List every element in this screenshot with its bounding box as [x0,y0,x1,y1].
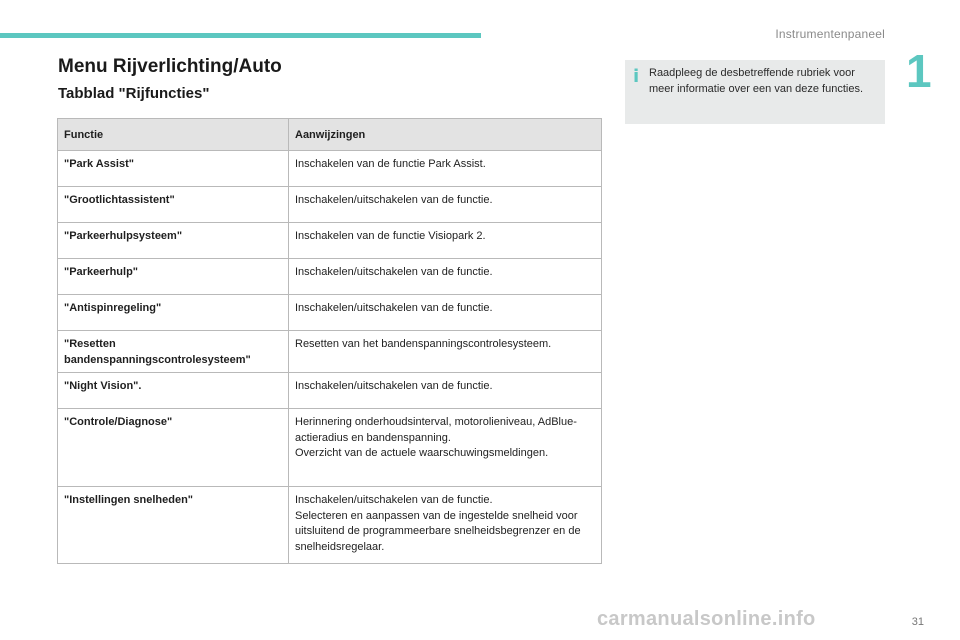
cell-functie: "Antispinregeling" [58,295,289,331]
cell-functie: "Night Vision". [58,373,289,409]
instruction-line: Inschakelen/uitschakelen van de functie. [295,494,493,506]
cell-aanwijzingen [289,151,602,187]
watermark[interactable]: carmanualsonline.info [597,608,816,630]
page-number: 31 [911,616,924,628]
table-row [58,331,602,373]
table-header-row [58,119,602,151]
functions-table [57,118,602,564]
info-text: Raadpleeg de desbetreffende rubriek voor meer informatie over een van deze functies. [649,67,864,95]
instruction-line: Inschakelen/uitschakelen van de functie. [295,266,493,278]
cell-aanwijzingen [289,223,602,259]
info-box [625,60,885,124]
instruction-line: Resetten van het bandenspanningscontrolesysteem. [295,338,552,350]
table-row [58,487,602,564]
cell-functie: "Parkeerhulpsysteem" [58,223,289,259]
instruction-line: Herinnering onderhoudsinterval, motorolieniveau, AdBlue-actieradius en bandenspanning. [295,416,577,444]
cell-functie: "Parkeerhulp" [58,259,289,295]
table-row [58,187,602,223]
table-row [58,151,602,187]
cell-aanwijzingen [289,295,602,331]
table-row [58,223,602,259]
cell-aanwijzingen [289,373,602,409]
header-functie: Functie [58,119,289,151]
instruction-line: Inschakelen/uitschakelen van de functie. [295,194,493,206]
cell-aanwijzingen [289,487,602,564]
cell-functie: "Grootlichtassistent" [58,187,289,223]
cell-functie: "Park Assist" [58,151,289,187]
cell-functie: "Instellingen snelheden" [58,487,289,564]
cell-aanwijzingen [289,409,602,487]
table-body [58,151,602,564]
top-accent-bar [0,33,481,38]
tab-title: Tabblad "Rijfuncties" [58,85,210,102]
table-row [58,409,602,487]
cell-functie: "Controle/Diagnose" [58,409,289,487]
cell-aanwijzingen [289,187,602,223]
menu-title: Menu Rijverlichting/Auto [58,56,282,77]
info-icon: i [633,66,640,87]
header-aanwijzingen: Aanwijzingen [289,119,602,151]
table-row [58,295,602,331]
cell-functie: "Resetten bandenspanningscontrolesysteem" [58,331,289,373]
instruction-line: Inschakelen/uitschakelen van de functie. [295,380,493,392]
cell-aanwijzingen [289,259,602,295]
table-row [58,259,602,295]
chapter-number: 1 [906,45,932,97]
instruction-line: Overzicht van de actuele waarschuwingsmeldingen. [295,447,549,459]
instruction-line: Inschakelen/uitschakelen van de functie. [295,302,493,314]
running-header: Instrumentenpaneel [775,27,885,41]
table-row [58,373,602,409]
instruction-line: Selecteren en aanpassen van de ingestelde snelheid voor uitsluitend de programmeerbare snelheidsbegrenzer en de snelheidsregelaar. [295,509,581,553]
instruction-line: Inschakelen van de functie Visiopark 2. [295,230,486,242]
instruction-line: Inschakelen van de functie Park Assist. [295,158,486,170]
cell-aanwijzingen [289,331,602,373]
